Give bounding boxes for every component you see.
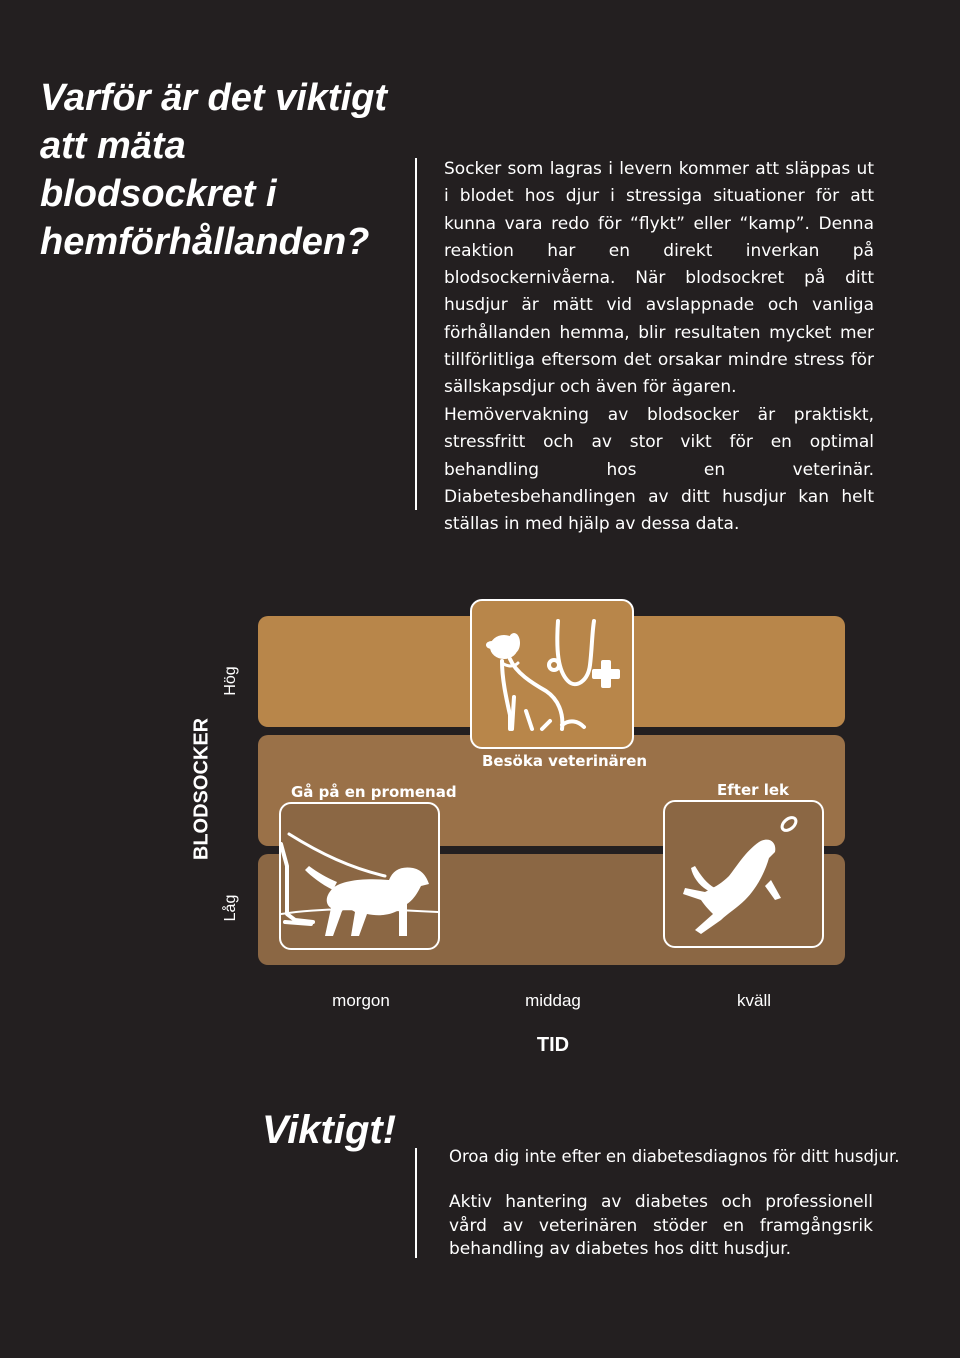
- page-title: Varför är det viktigt att mäta blodsockret i hemförhållanden?: [40, 77, 388, 263]
- important-line-1: Oroa dig inte efter en diabetesdiagnos för ditt husdjur.: [449, 1147, 900, 1166]
- x-tick-middag: middag: [525, 991, 581, 1010]
- monitoring-paragraph: Hemövervakning av blodsocker är praktiskt, stressfritt och av stor vikt för en optimal behandling hos en veterinär. Diabetesbehandlingen av ditt husdjur kan helt ställas in med hjälp av dessa data.: [444, 405, 874, 535]
- jumping-dog-icon: [665, 802, 822, 946]
- y-axis-title: BLODSOCKER: [190, 717, 213, 861]
- y-low-label: Låg: [222, 894, 239, 922]
- x-tick-kvall: kväll: [736, 991, 772, 1010]
- play-frame: [663, 800, 824, 948]
- walk-label: Gå på en promenad: [291, 783, 457, 801]
- vet-visit-frame: [470, 599, 634, 749]
- x-tick-morgon: morgon: [332, 991, 390, 1010]
- play-label: Efter lek: [717, 781, 790, 799]
- x-axis-title: TID: [536, 1034, 570, 1056]
- important-line-2: Aktiv hantering av diabetes och professionell vård av veterinären stöder en framgångsrik behandling av diabetes hos ditt husdjur.: [449, 1192, 873, 1259]
- intro-paragraph: Socker som lagras i levern kommer att släppas ut i blodet hos djur i stressiga situationer för att kunna vara redo för “flykt” eller “kamp”. Denna reaktion har en direkt inverkan på blodsockernivåerna. När blodsockret på ditt husdjur är mätt vid avslappnade och vanliga förhållanden hemma, blir resultaten mycket mer tillförlitliga eftersom det orsakar mindre stress för sällskapsdjur och även för ägaren.: [444, 159, 874, 398]
- vet-dog-icon: [472, 601, 632, 747]
- vet-visit-label: Besöka veterinären: [482, 752, 648, 770]
- walking-dog-icon: [281, 804, 438, 948]
- important-title: Viktigt!: [262, 1108, 397, 1152]
- divider-top: [415, 158, 417, 510]
- walk-frame: [279, 802, 440, 950]
- y-high-label: Hög: [222, 666, 239, 696]
- divider-bottom: [415, 1148, 417, 1258]
